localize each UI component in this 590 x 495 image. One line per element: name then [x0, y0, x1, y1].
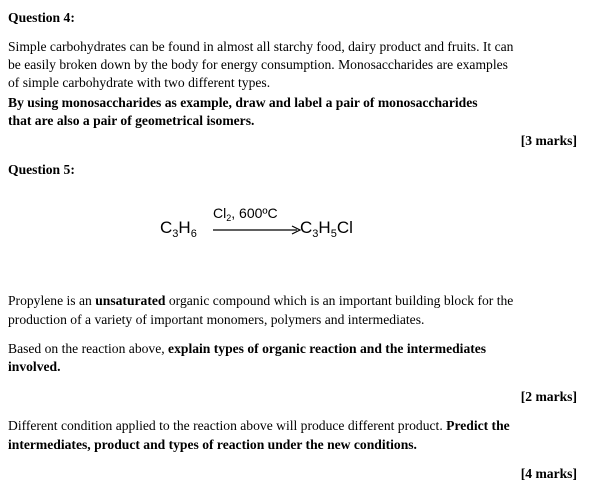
q4-task-line-2: that are also a pair of geometrical isomers. [8, 113, 255, 128]
question-5-heading: Question 5: [8, 162, 75, 177]
reaction-arrow-icon [213, 224, 303, 236]
q5-para2-line-2: involved. [8, 359, 61, 374]
q5-para3-line-1: Different condition applied to the reaction above will produce different product. Predict the [8, 418, 510, 433]
q4-task-line-1: By using monosaccharides as example, draw and label a pair of monosaccharides [8, 95, 478, 110]
reactant-formula: $C_3H_6$ [160, 218, 197, 240]
q5-para3-line-2: intermediates, product and types of reaction under the new conditions. [8, 437, 417, 452]
q4-para-line-2: be easily broken down by the body for energy consumption. Monosaccharides are examples [8, 57, 508, 72]
q4-para-line-3: of simple carbohydrate with two different types. [8, 75, 271, 90]
q5-para2-line-1: Based on the reaction above, explain types of organic reaction and the intermediates [8, 341, 487, 356]
q5-marks-1: [2 marks] [520, 389, 577, 404]
product-formula: $C_3H_5Cl$ [300, 218, 353, 240]
q5-para1-line-1: Propylene is an unsaturated organic compound which is an important building block for the [8, 293, 514, 308]
q4-marks: [3 marks] [520, 133, 577, 148]
q5-marks-2: [4 marks] [520, 466, 577, 481]
question-4-heading: Question 4: [8, 10, 75, 25]
q4-para-line-1: Simple carbohydrates can be found in almost all starchy food, dairy product and fruits. It can [8, 39, 514, 54]
reaction-condition: $Cl_2$, 600ºC [213, 205, 278, 223]
q5-para1-line-2: production of a variety of important monomers, polymers and intermediates. [8, 312, 425, 327]
